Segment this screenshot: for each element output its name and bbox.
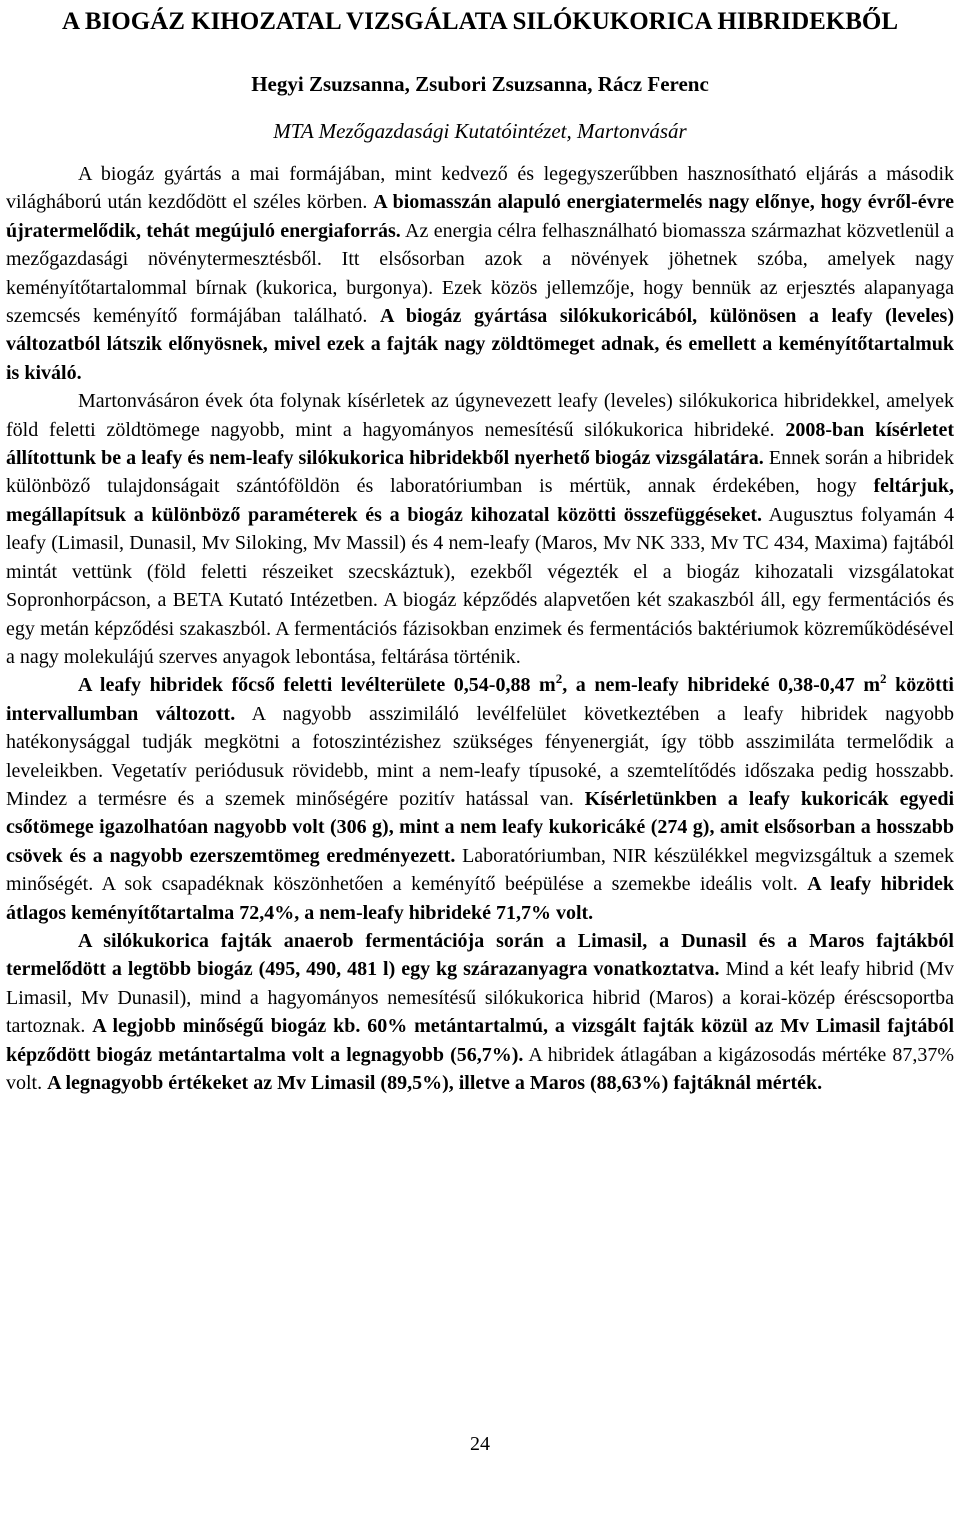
author-list: Hegyi Zsuzsanna, Zsubori Zsuzsanna, Rácz Ferenc <box>251 72 709 96</box>
paragraph-intro <box>6 160 954 387</box>
text-run: A leafy hibridek főcső feletti levélterülete 0,54-0,88 m <box>78 674 556 697</box>
text-run: Az energia célra felhasználható biomassza származhat közvetlenül a mezőgazdasági növénytermesztésből. Itt elsősorban azok a növények jöhetnek szóba, amelyek nagy keményítőtartalommal bírnak (kukorica, burgonya). Ezek közös jellemzője, hogy bennük az erjesztés alapanyaga szemcsés keményítő formájában található. <box>6 219 954 328</box>
text-run: A legnagyobb értékeket az Mv Limasil (89,5%), illetve a Maros (88,63%) fajtáknál mérték. <box>47 1072 823 1094</box>
text-run: A biogáz gyártás a mai formájában, mint kedvező és legegyszerűbben hasznosítható eljárás a második világháború után kezdődött el széles körben. <box>6 163 954 214</box>
text-run: A leafy hibridek átlagos keményítőtartalma 72,4%, a nem-leafy hibrideké 71,7% volt. <box>6 873 955 924</box>
text-run: A biomasszán alapuló energiatermelés nagy előnye, hogy évről-évre újratermelődik, tehát megújuló energiaforrás. <box>6 191 954 242</box>
text-run: , a nem-leafy hibrideké 0,38-0,47 m <box>562 674 881 697</box>
text-run: feltárjuk, megállapítsuk a különböző paraméterek és a biogáz kihozatal közötti összefüggéseket. <box>6 475 954 526</box>
text-run: Martonvásáron évek óta folynak kísérletek az úgynevezett leafy (leveles) silókukorica hibridekkel, amelyek föld feletti zöldtömege nagyobb, mint a hagyományos nemesítésű silókukorica hibrideké. <box>6 390 954 441</box>
text-run: Augusztus folyamán 4 leafy (Limasil, Dunasil, Mv Siloking, Mv Massil) és 4 nem-leafy (Maros, Mv NK 333, Mv TC 434, Maxima) fajtából mintát vettünk (föld feletti részeiket szecskáztuk), ezekből végezték el a biogáz kihozatali vizsgálatokat Sopronhorpácson, a BETA Kutató Intézetben. A biogáz képződés alapvetően két szakaszból áll, egy fermentációs és egy metán képződési szakaszból. A fermentációs fázisokban enzimek és fermentációs baktériumok közreműködésével a nagy molekulájú szerves anyagok lebontása, feltárása történik. <box>6 503 955 668</box>
text-run: Mind a két leafy hibrid (Mv Limasil, Mv Dunasil), mind a hagyományos nemesítésű silókukorica hibrid (Maros) a korai-közép éréscsoportba tartoznak. <box>6 958 954 1038</box>
document-page <box>6 0 954 1097</box>
affiliation: MTA Mezőgazdasági Kutatóintézet, Martonvásár <box>273 119 687 143</box>
paragraph-methods <box>6 387 954 671</box>
text-run: 2 <box>555 671 563 687</box>
text-run: 2008-ban kísérletet állítottunk be a leafy és nem-leafy silókukorica hibridekből nyerhető biogáz vizsgálatára. <box>6 418 954 470</box>
text-run: 2 <box>880 671 887 687</box>
text-run: A biogáz gyártása silókukoricából, különösen a leafy (leveles) változatból látszik előnyösnek, mivel ezek a fajták nagy zöldtömeget adnak, és emellett a keményítőtartalmuk is kiváló. <box>6 305 954 384</box>
paper-title: A BIOGÁZ KIHOZATAL VIZSGÁLATA SILÓKUKORICA HIBRIDEKBŐL <box>61 8 899 35</box>
paragraph-leaf-area <box>6 671 954 927</box>
text-run: Ennek során a hibridek különböző tulajdonságait szántóföldön és laboratóriumban is mértük, annak érdekében, hogy <box>6 447 954 498</box>
text-run: A nagyobb asszimiláló levélfelület következtében a leafy hibridek nagyobb hatékonysággal tudják megkötni a fotoszintézishez szükséges fényenergiát, így több asszimiláta termelődik a leveleikben. Vegetatív periódusuk rövidebb, mint a nem-leafy típusoké, a szemtelítődés időszaka pedig hosszabb. Mindez a termésre és a szemek minőségére pozitív hatással van. <box>6 702 955 810</box>
text-run: Kísérletünkben a leafy kukoricák egyedi csőtömege igazolhatóan nagyobb volt (306 g), mint a nem leafy kukoricáké (274 g), amit elsősorban a hosszabb csövek és a nagyobb ezerszemtömeg eredményezett. <box>6 787 955 867</box>
text-run: közötti intervallumban változott. <box>6 674 954 725</box>
text-run: A silókukorica fajták anaerob fermentációja során a Limasil, a Dunasil és a Maros fajtákból termelődött a legtöbb biogáz (495, 490, 481 l) egy kg szárazanyagra vonatkoztatva. <box>6 929 954 981</box>
page-number: 24 <box>470 1433 490 1455</box>
text-run: Laboratóriumban, NIR készülékkel megvizsgáltuk a szemek minőségét. A sok csapadéknak köszönhetően a keményítő beépülése a szemekbe ideális volt. <box>6 844 954 896</box>
paragraph-biogas-results <box>6 927 954 1097</box>
text-run: A hibridek átlagában a kigázosodás mértéke 87,37% volt. <box>6 1043 954 1094</box>
text-run: A legjobb minőségű biogáz kb. 60% metántartalmú, a vizsgált fajták közül az Mv Limasil fajtából képződött biogáz metántartalma volt a legnagyobb (56,7%). <box>6 1015 955 1066</box>
